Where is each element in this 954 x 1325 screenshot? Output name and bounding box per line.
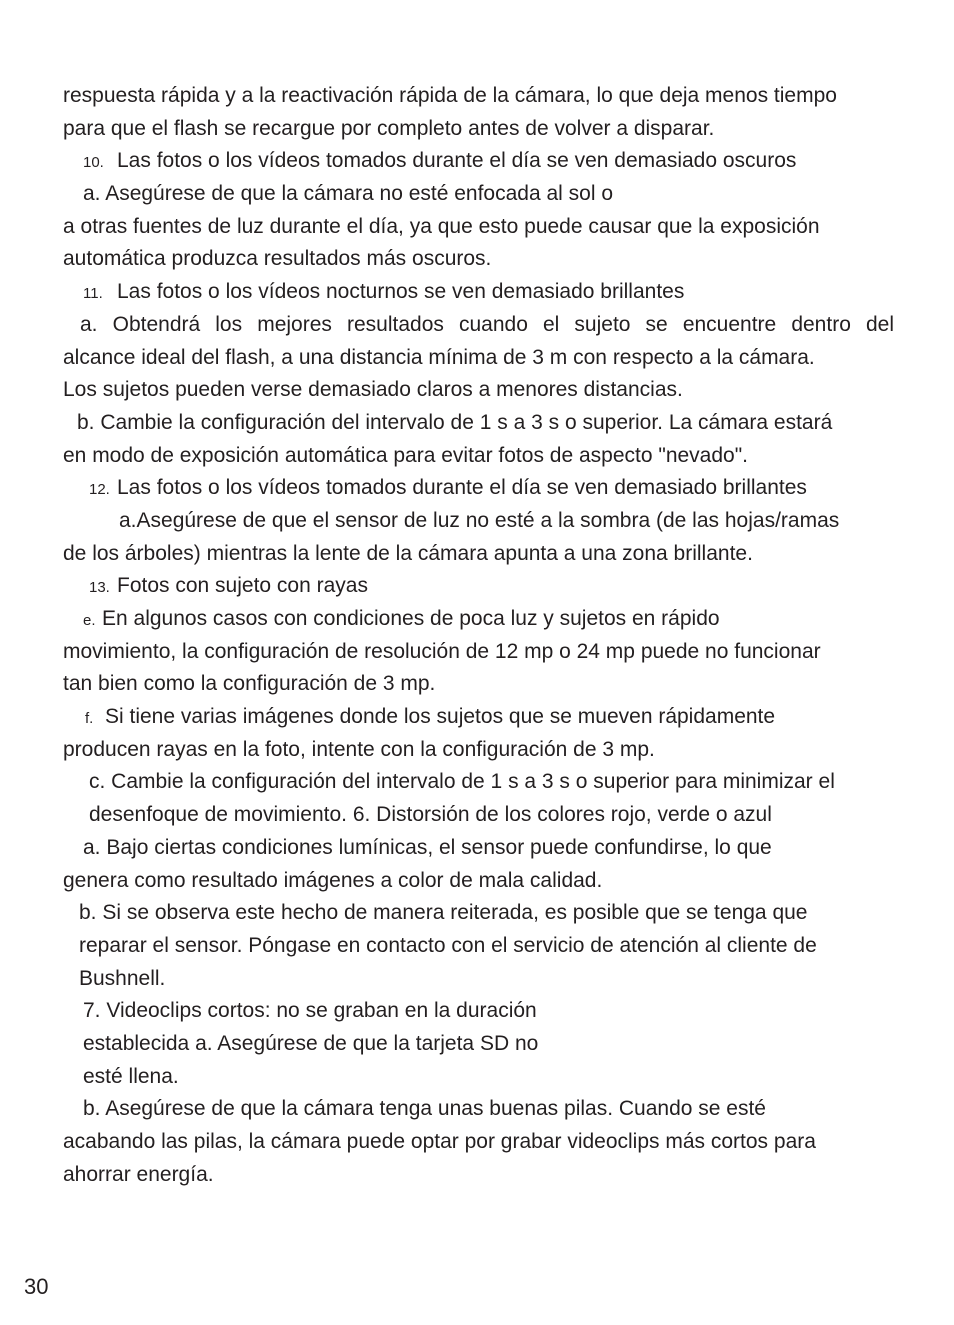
text-line: desenfoque de movimiento. 6. Distorsión de los colores rojo, verde o azul xyxy=(89,803,772,827)
text-line: establecida a. Asegúrese de que la tarjeta SD no xyxy=(83,1031,539,1055)
page-number: 30 xyxy=(24,1274,49,1299)
text-line: alcance ideal del flash, a una distancia mínima de 3 m con respecto a la cámara. xyxy=(63,345,815,369)
text-line: automática produzca resultados más oscuros. xyxy=(63,247,492,271)
item-heading-text: Las fotos o los vídeos tomados durante el día se ven demasiado brillantes xyxy=(117,476,807,500)
text-line: acabando las pilas, la cámara puede optar por grabar videoclips más cortos para xyxy=(63,1130,816,1153)
text-line: respuesta rápida y a la reactivación rápida de la cámara, lo que deja menos tiempo xyxy=(63,84,837,107)
text-line: movimiento, la configuración de resolución de 12 mp o 24 mp puede no funcionar xyxy=(63,639,821,663)
item-text: En algunos casos con condiciones de poca luz y sujetos en rápido xyxy=(102,607,720,630)
text-line: b. Asegúrese de que la cámara tenga unas buenas pilas. Cuando se esté xyxy=(83,1097,766,1121)
list-item xyxy=(63,701,901,734)
list-item-heading xyxy=(63,145,901,178)
text-line: ahorrar energía. xyxy=(63,1162,214,1186)
text-line: c. Cambie la configuración del intervalo de 1 s a 3 s o superior para minimizar el xyxy=(89,770,835,794)
list-item-heading xyxy=(63,276,901,309)
text-line: a. Asegúrese de que la cámara no esté enfocada al sol o xyxy=(83,182,614,206)
text-line: en modo de exposición automática para evitar fotos de aspecto "nevado". xyxy=(63,443,749,467)
item-letter: f. xyxy=(85,710,94,728)
text-line: a. Bajo ciertas condiciones lumínicas, el sensor puede confundirse, lo que xyxy=(83,835,772,859)
list-item xyxy=(63,603,901,636)
text-line: genera como resultado imágenes a color de mala calidad. xyxy=(63,868,603,892)
text-line: b. Si se observa este hecho de manera reiterada, es posible que se tenga que xyxy=(79,901,808,925)
text-line: esté llena. xyxy=(83,1064,179,1088)
text-line: reparar el sensor. Póngase en contacto con el servicio de atención al cliente de xyxy=(79,933,817,957)
document-body xyxy=(63,80,901,1191)
item-number: 12. xyxy=(89,481,110,499)
item-number: 11. xyxy=(83,285,103,303)
item-number: 13. xyxy=(89,579,110,597)
text-line: 7. Videoclips cortos: no se graban en la duración xyxy=(83,999,537,1023)
list-item-heading xyxy=(63,472,901,505)
text-line: Los sujetos pueden verse demasiado claros a menores distancias. xyxy=(63,378,683,402)
text-line: Bushnell. xyxy=(79,966,166,990)
item-heading-text: Fotos con sujeto con rayas xyxy=(117,574,368,598)
text-line: a otras fuentes de luz durante el día, ya que esto puede causar que la exposición xyxy=(63,214,820,238)
text-line: tan bien como la configuración de 3 mp. xyxy=(63,672,436,696)
item-letter: e. xyxy=(83,612,96,629)
item-heading-text: Las fotos o los vídeos nocturnos se ven demasiado brillantes xyxy=(117,280,685,304)
item-number: 10. xyxy=(83,154,104,172)
list-item-heading xyxy=(63,570,901,603)
text-line: a.Asegúrese de que el sensor de luz no esté a la sombra (de las hojas/ramas xyxy=(119,508,840,532)
item-text: Si tiene varias imágenes donde los sujetos que se mueven rápidamente xyxy=(105,705,776,729)
text-line: de los árboles) mientras la lente de la cámara apunta a una zona brillante. xyxy=(63,541,753,565)
text-line: b. Cambie la configuración del intervalo de 1 s a 3 s o superior. La cámara estará xyxy=(77,410,833,434)
text-line: a. Obtendrá los mejores resultados cuando el sujeto se encuentre dentro del xyxy=(80,312,894,336)
text-line: producen rayas en la foto, intente con la configuración de 3 mp. xyxy=(63,737,655,761)
item-heading-text: Las fotos o los vídeos tomados durante el día se ven demasiado oscuros xyxy=(117,149,797,173)
text-line: para que el flash se recargue por completo antes de volver a disparar. xyxy=(63,116,715,140)
